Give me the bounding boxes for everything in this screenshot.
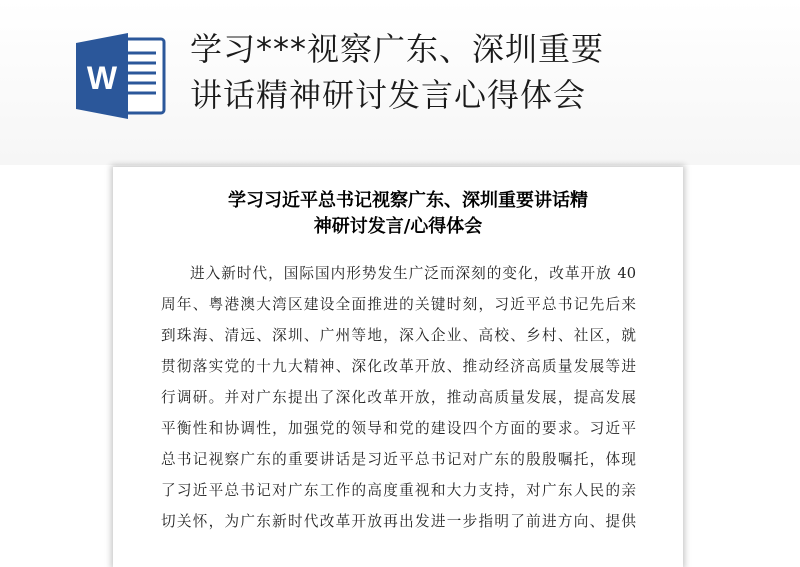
body-line: 到珠海、清远、深圳、广州等地，深入企业、高校、乡村、社区，就 (161, 327, 636, 344)
banner-title-line2: 讲话精神研讨发言心得体会 (190, 76, 587, 114)
document-title (113, 188, 683, 240)
body-line: 行调研。并对广东提出了深化改革开放，推动高质量发展，提高发展 (161, 389, 636, 406)
banner-title-line1: 学习***视察广东、深圳重要 (190, 30, 605, 68)
banner-title (190, 26, 750, 118)
document-page (113, 167, 683, 567)
document-title-line1: 学习习近平总书记视察广东、深圳重要讲话精 (228, 190, 588, 211)
body-line: 贯彻落实党的十九大精神、深化改革开放、推动经济高质量发展等进 (161, 358, 636, 375)
document-title-line2: 神研讨发言/心得体会 (313, 216, 483, 237)
body-line: 周年、粤港澳大湾区建设全面推进的关键时刻，习近平总书记先后来 (161, 296, 636, 313)
body-line: 了习近平总书记对广东工作的高度重视和大力支持，对广东人民的亲 (161, 482, 636, 499)
document-body (161, 258, 636, 537)
word-icon-letter: W (86, 60, 118, 96)
body-line: 进入新时代，国际国内形势发生广泛而深刻的变化，改革开放 40 (190, 265, 636, 282)
banner (0, 0, 800, 165)
body-line: 平衡性和协调性，加强党的领导和党的建设四个方面的要求。习近平 (161, 420, 636, 437)
body-line: 切关怀，为广东新时代改革开放再出发进一步指明了前进方向、提供 (161, 513, 636, 530)
word-document-icon (74, 33, 170, 119)
body-line: 总书记视察广东的重要讲话是习近平总书记对广东的殷殷嘱托，体现 (161, 451, 636, 468)
